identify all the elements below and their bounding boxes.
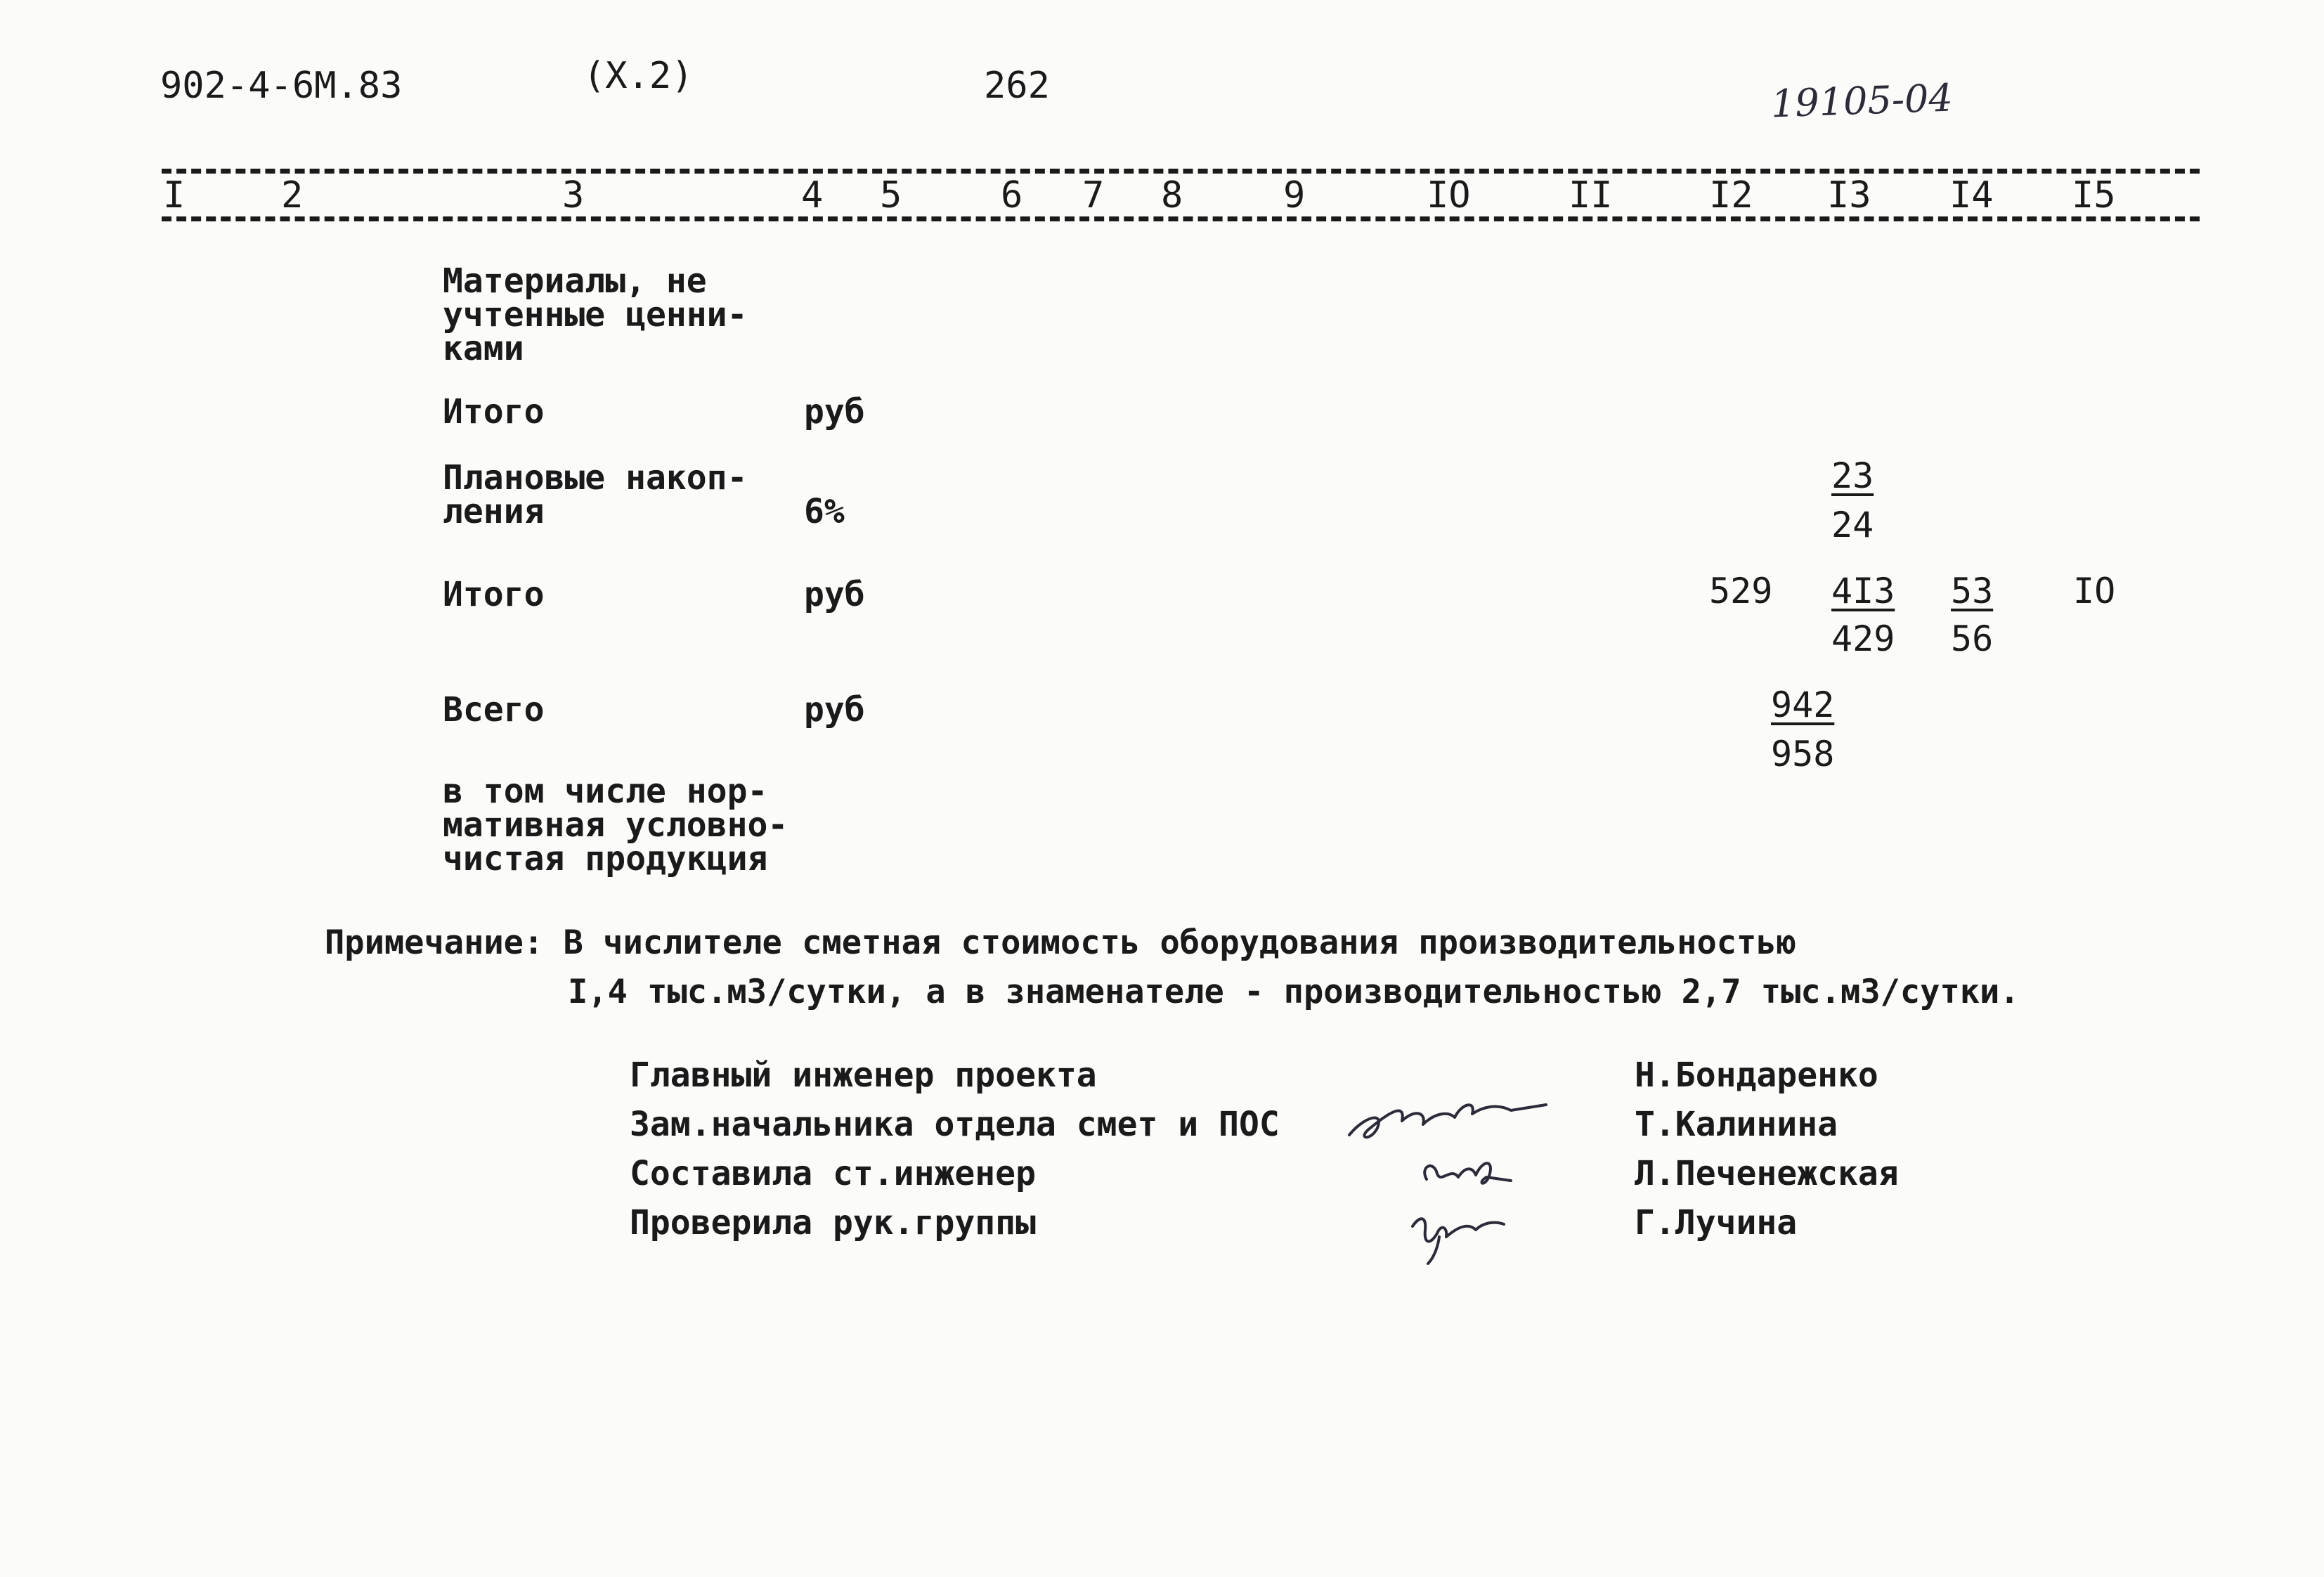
column-number: I2 [1709,174,1753,216]
section-label: (X.2) [583,55,694,97]
row-label-planned: Плановые накоп- ления [443,458,748,531]
column-number: 7 [1082,174,1105,216]
doc-code: 902-4-6М.83 [160,65,403,107]
row-label-vsego: Всего [443,690,545,729]
vsego-numerator: 942 [1771,684,1835,725]
row-label-materials: Материалы, не учтенные ценни- ками [443,261,748,368]
column-number: I [163,174,186,216]
signature-role: Проверила рук.группы [630,1203,1036,1242]
column-number: I3 [1827,174,1871,216]
column-number: II [1569,174,1613,216]
signature-name: Г.Лучина [1635,1203,1798,1242]
unit-vsego: руб [804,690,865,729]
handwritten-signatures [1335,1061,1602,1272]
planned-col13-denominator: 24 [1831,505,1874,545]
row-label-itogo-2: Итого [443,575,545,614]
table-rule-bottom [162,216,2200,221]
column-number: 8 [1161,174,1183,216]
signature-role: Главный инженер проекта [630,1056,1097,1095]
column-number: I5 [2072,174,2116,216]
page-number: 262 [984,65,1050,107]
column-number: IO [1427,174,1471,216]
column-number: 2 [281,174,304,216]
column-number: 9 [1283,174,1306,216]
note-line-1: Примечание: В числителе сметная стоимость оборудования производительностью [325,923,1796,962]
row-label-including: в том числе нор- мативная условно- чистая продукция [443,772,788,878]
signature-role: Составила ст.инженер [630,1154,1036,1193]
itogo2-col13-denominator: 429 [1831,618,1895,659]
archive-number: 19105-04 [1770,75,1954,126]
column-number: 6 [1001,174,1023,216]
column-number: I4 [1949,174,1994,216]
unit-planned: 6% [804,492,845,531]
itogo2-col15: IO [2073,571,2116,611]
vsego-denominator: 958 [1771,734,1835,774]
column-number: 3 [562,174,585,216]
note-line-2: I,4 тыс.м3/сутки, а в знаменателе - производительностью 2,7 тыс.м3/сутки. [568,973,2020,1011]
signature-name: Л.Печенежская [1635,1154,1899,1193]
planned-col13-numerator: 23 [1831,455,1874,496]
column-number: 4 [801,174,824,216]
row-label-itogo-1: Итого [443,392,545,431]
unit-itogo-1: руб [804,392,865,431]
column-number: 5 [880,174,902,216]
itogo2-col13-numerator: 4I3 [1831,571,1895,611]
signature-name: Н.Бондаренко [1635,1056,1878,1095]
signature-name: Т.Калинина [1635,1105,1838,1144]
table-rule-top [162,169,2200,174]
itogo2-col14-numerator: 53 [1951,571,1994,611]
itogo2-col14-denominator: 56 [1951,618,1994,659]
unit-itogo-2: руб [804,575,865,614]
itogo2-col12: 529 [1709,571,1773,611]
signature-role: Зам.начальника отдела смет и ПОС [630,1105,1280,1144]
